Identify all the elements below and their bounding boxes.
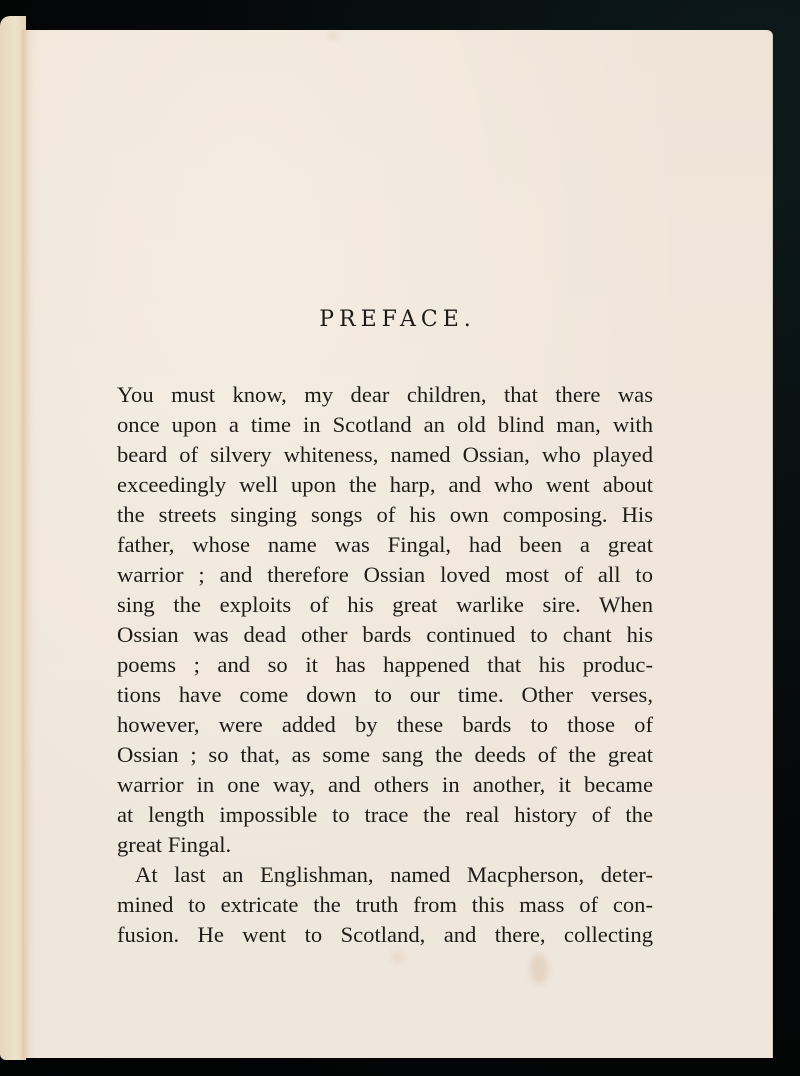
text-line: Ossian was dead other bards continued to chant his: [117, 622, 653, 647]
gutter-shadow: [22, 30, 36, 1058]
text-line: At last an Englishman, named Macpherson, deter-: [135, 862, 653, 887]
text-line: the streets singing songs of his own composing. His: [117, 502, 653, 527]
text-line: once upon a time in Scotland an old blind man, with: [117, 412, 653, 437]
book-page: [22, 30, 773, 1058]
text-line: father, whose name was Fingal, had been a great: [117, 532, 653, 557]
text-line: at length impossible to trace the real history of the: [117, 802, 653, 827]
preface-body: [117, 380, 653, 950]
text-line: fusion. He went to Scotland, and there, collecting: [117, 922, 653, 947]
text-line: mined to extricate the truth from this mass of con-: [117, 892, 653, 917]
text-line: however, were added by these bards to those of: [117, 712, 653, 737]
text-line: sing the exploits of his great warlike sire. When: [117, 592, 653, 617]
text-line: poems ; and so it has happened that his produc-: [117, 652, 653, 677]
text-line: great Fingal.: [117, 832, 232, 857]
text-line: You must know, my dear children, that there was: [117, 382, 653, 407]
paragraph-1: [117, 380, 653, 860]
text-line: warrior in one way, and others in another, it became: [117, 772, 653, 797]
paper-stain: [328, 32, 338, 40]
text-line: Ossian ; so that, as some sang the deeds of the great: [117, 742, 653, 767]
paper-stain: [392, 950, 404, 964]
paragraph-2: [117, 860, 653, 950]
text-line: beard of silvery whiteness, named Ossian, who played: [117, 442, 653, 467]
text-line: exceedingly well upon the harp, and who went about: [117, 472, 653, 497]
page-heading: PREFACE.: [319, 307, 476, 332]
text-line: tions have come down to our time. Other verses,: [117, 682, 653, 707]
paper-stain: [530, 954, 548, 984]
text-line: warrior ; and therefore Ossian loved most of all to: [117, 562, 653, 587]
